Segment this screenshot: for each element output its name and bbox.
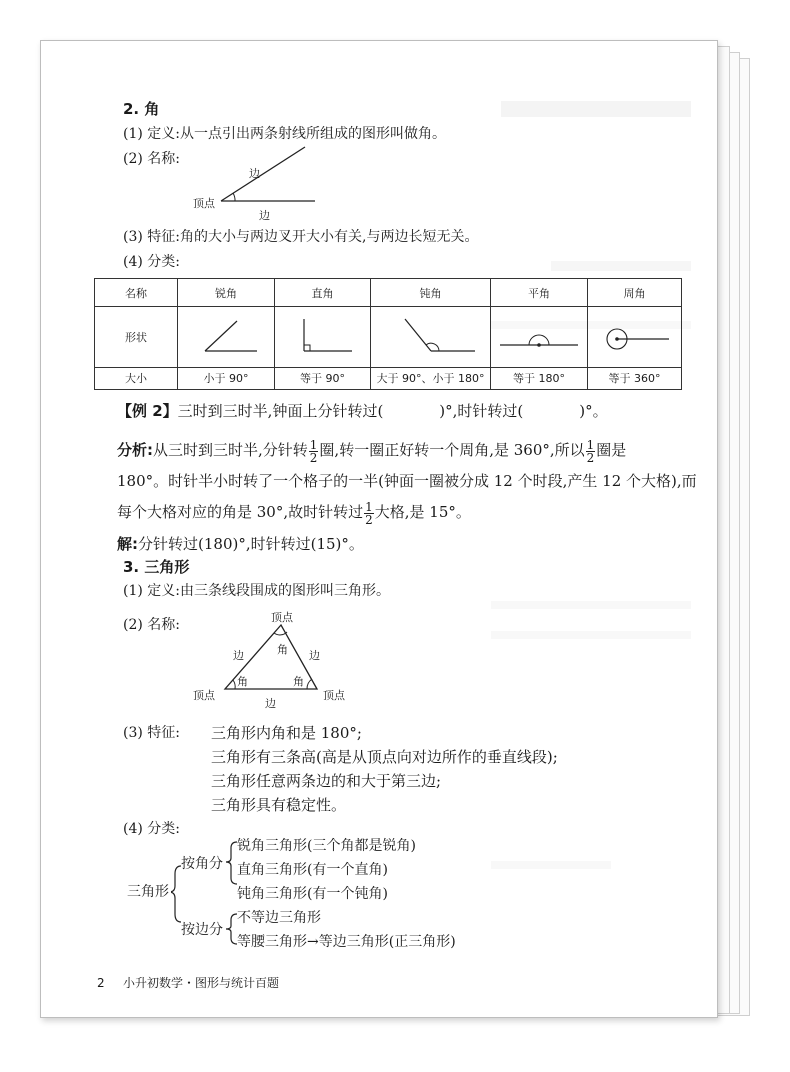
tree-by-side: 按边分 [181,922,223,938]
table-header-cell: 名称 [95,279,178,307]
angle-vertex-label: 顶点 [193,197,215,210]
table-size-cell: 小于 90° [178,367,275,389]
triangle-left-vertex-label: 顶点 [193,689,215,702]
triangle-feature-item: 三角形任意两条边的和大于第三边; [211,772,442,790]
angle-side-bottom-label: 边 [259,209,270,222]
triangle-top-vertex-label: 顶点 [271,611,293,624]
table-header-cell: 锐角 [178,279,275,307]
answer-label: 解: [117,535,138,553]
table-header-cell: 直角 [275,279,371,307]
triangle-bottom-side-label: 边 [265,697,276,710]
triangle-feature-item: 三角形具有稳定性。 [211,796,347,814]
table-shape-row [95,307,682,368]
table-row-label: 大小 [95,367,178,389]
acute-angle-shape [178,307,275,368]
triangle-top-angle-label: 角 [277,643,288,656]
tree-angle-type: 直角三角形(有一个直角) [237,862,388,878]
side-brace [226,914,237,944]
fraction-half: $\frac{1}{2}$ [365,499,373,527]
table-row-label: 形状 [95,307,178,368]
fraction-half: $\frac{1}{2}$ [309,437,318,465]
arrow-right-icon: → [307,934,319,950]
angle-definition: (1) 定义:从一点引出两条射线所组成的图形叫做角。 [123,126,446,142]
round-angle-shape [588,307,682,368]
left-angle-arc [233,680,235,689]
analysis-label: 分析: [117,441,153,459]
tree-by-angle: 按角分 [181,856,223,872]
tree-angle-type: 锐角三角形(三个角都是锐角) [237,838,416,854]
book-page [40,40,718,1018]
triangle-feature-item: 三角形内角和是 180°; [211,724,362,742]
analysis-line-2: 180°。时针半小时转了一个格子的一半(钟面一圈被分成 12 个时段,产生 12 个大格),而 [117,472,697,490]
table-size-cell: 等于 360° [588,367,682,389]
triangle-classify-label: (4) 分类: [123,821,180,837]
angle-ray-top [221,147,305,201]
table-header-row [95,279,682,307]
right-angle-arc [307,679,312,689]
triangle-right-vertex-label: 顶点 [323,689,345,702]
angle-classification-table [94,278,682,390]
angle-diagram [191,141,351,226]
example-question: 【例 2】三时到三时半,钟面上分针转过( )°,时针转过( )°。 [117,402,608,420]
answer-line: 解:分针转过(180)°,时针转过(15)°。 [117,535,364,553]
triangle-definition: (1) 定义:由三条线段围成的图形叫三角形。 [123,583,390,599]
table-size-cell: 大于 90°、小于 180° [371,367,491,389]
footer-book-title: 小升初数学・图形与统计百题 [123,976,280,990]
obtuse-angle-shape [371,307,491,368]
table-header-cell: 平角 [491,279,588,307]
root-brace [171,866,181,922]
tree-root: 三角形 [127,884,169,900]
tree-side-type-row: 等腰三角形→等边三角形(正三角形) [237,934,456,950]
bleed-through [491,101,701,901]
tree-angle-type: 钝角三角形(有一个钝角) [237,886,388,902]
table-size-cell: 等于 90° [275,367,371,389]
straight-angle-shape [491,307,588,368]
analysis-line-3: 每个大格对应的角是 30°,故时针转过 $\frac{1}{2}$ 大格,是 15°。 [117,499,471,527]
right-angle-shape [275,307,371,368]
triangle-right-angle-label: 角 [293,675,304,688]
angle-feature: (3) 特征:角的大小与两边叉开大小有关,与两边长短无关。 [123,229,479,245]
triangle-left-side-label: 边 [233,649,244,662]
angle-side-top-label: 边 [249,167,260,180]
table-header-cell: 钝角 [371,279,491,307]
table-size-row [95,367,682,389]
triangle-left-angle-label: 角 [237,675,248,688]
analysis-line-1: 分析:从三时到三时半,分针转 $\frac{1}{2}$ 圈,转一圈正好转一个周角,是 360°,所以 $\frac{1}{2}$ 圈是 [117,437,627,465]
section-triangle-heading: 3. 三角形 [123,558,190,576]
angle-brace [226,842,237,884]
table-header-cell: 周角 [588,279,682,307]
section-angle-heading: 2. 角 [123,100,160,118]
angle-classify-label: (4) 分类: [123,254,180,270]
angle-arc [233,193,235,201]
table-size-cell: 等于 180° [491,367,588,389]
fraction-half: $\frac{1}{2}$ [586,437,595,465]
triangle-right-side-label: 边 [309,649,320,662]
example-tag: 【例 2】 [117,402,178,420]
triangle-feature-item: 三角形有三条高(高是从顶点向对边所作的垂直线段); [211,748,558,766]
footer-page-number: 2 [97,976,105,990]
angle-naming-label: (2) 名称: [123,151,180,167]
triangle-feature-label: (3) 特征: [123,725,180,741]
tree-side-type: 不等边三角形 [237,910,321,926]
triangle-naming-label: (2) 名称: [123,617,180,633]
